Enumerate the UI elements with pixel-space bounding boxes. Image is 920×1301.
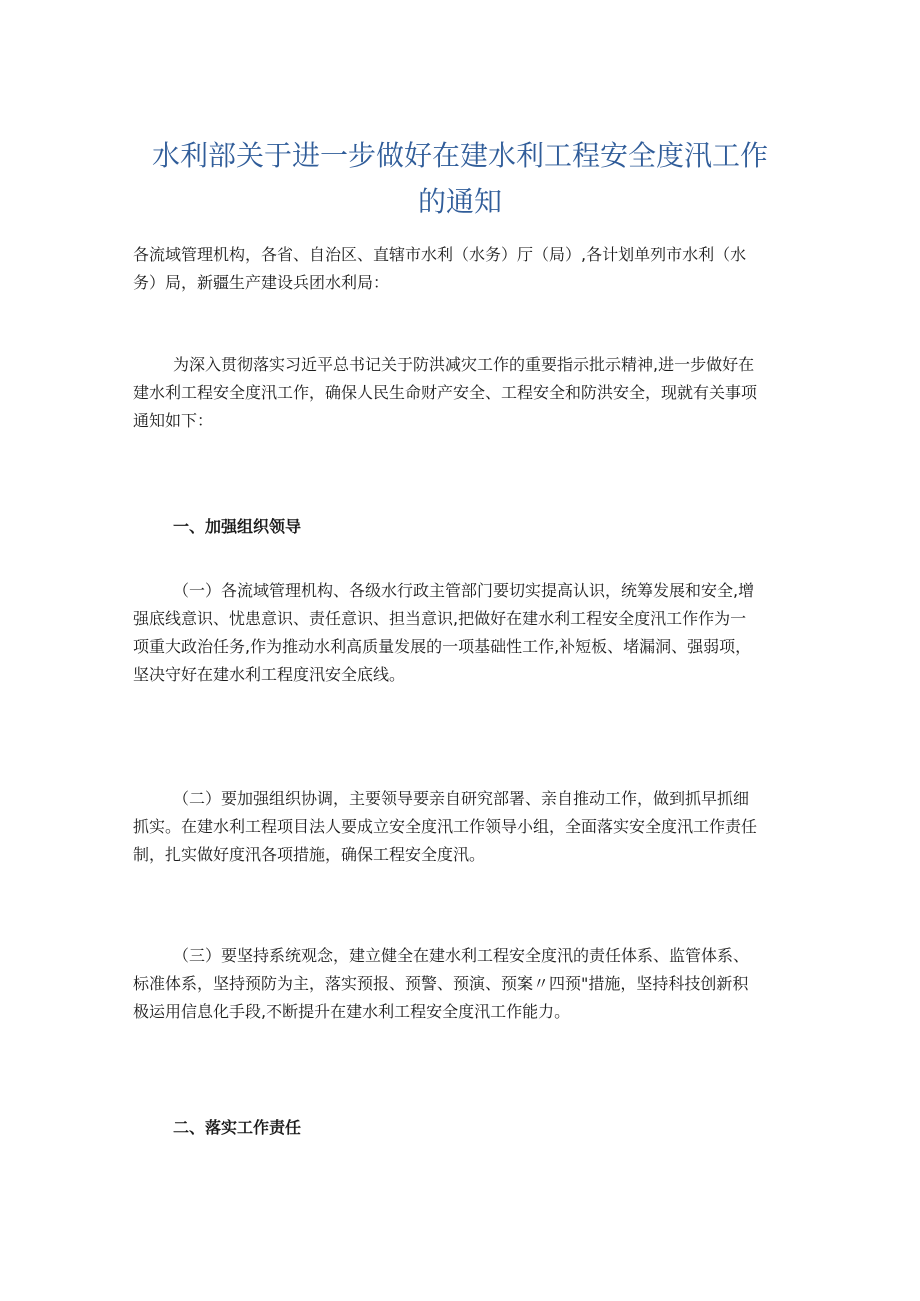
text-line: 建水利工程安全度汛工作，确保人民生命财产安全、工程安全和防洪安全，现就有关事项 [133, 383, 758, 402]
intro-paragraph [133, 351, 795, 435]
text-line: 为深入贯彻落实习近平总书记关于防洪减灾工作的重要指示批示精神,进一步做好在 [173, 355, 755, 374]
text-line: 制，扎实做好度汛各项措施，确保工程安全度汛。 [133, 845, 486, 864]
title-line-2: 的通知 [417, 185, 502, 218]
title-line-1: 水利部关于进一步做好在建水利工程安全度汛工作 [151, 139, 768, 172]
text-line: 通知如下： [133, 411, 214, 430]
text-line: 抓实。在建水利工程项目法人要成立安全度汛工作领导小组，全面落实安全度汛工作责任 [133, 817, 758, 836]
text-line: （二）要加强组织协调，主要领导要亲自研究部署、亲自推动工作，做到抓早抓细 [173, 789, 750, 808]
text-line: （三）要坚持系统观念，建立健全在建水利工程安全度汛的责任体系、监管体系、 [173, 946, 750, 965]
section-heading-1: 一、加强组织领导 [173, 517, 302, 536]
text-line: 强底线意识、忧患意识、责任意识、担当意识,把做好在建水利工程安全度汛工作作为一 [133, 609, 747, 628]
item-2-paragraph [133, 785, 795, 869]
section-heading-2: 二、落实工作责任 [173, 1118, 302, 1137]
text-line: 务）局，新疆生产建设兵团水利局： [133, 273, 390, 292]
text-line: 项重大政治任务,作为推动水利高质量发展的一项基础性工作,补短板、堵漏洞、强弱项， [133, 637, 752, 656]
item-1-paragraph [133, 577, 795, 689]
recipients-paragraph [133, 241, 795, 297]
item-3-paragraph [133, 942, 795, 1026]
text-line: 标准体系，坚持预防为主，落实预报、预警、预演、预案〃四预"措施，坚持科技创新积 [133, 974, 749, 993]
text-line: 各流域管理机构，各省、自治区、直辖市水利（水务）厅（局）,各计划单列市水利（水 [133, 245, 747, 264]
text-line: 极运用信息化手段,不断提升在建水利工程安全度汛工作能力。 [133, 1002, 571, 1021]
text-line: 坚决守好在建水利工程度汛安全底线。 [133, 665, 406, 684]
document-title [130, 133, 790, 225]
text-line: （一）各流域管理机构、各级水行政主管部门要切实提高认识，统筹发展和安全,增 [173, 581, 755, 600]
